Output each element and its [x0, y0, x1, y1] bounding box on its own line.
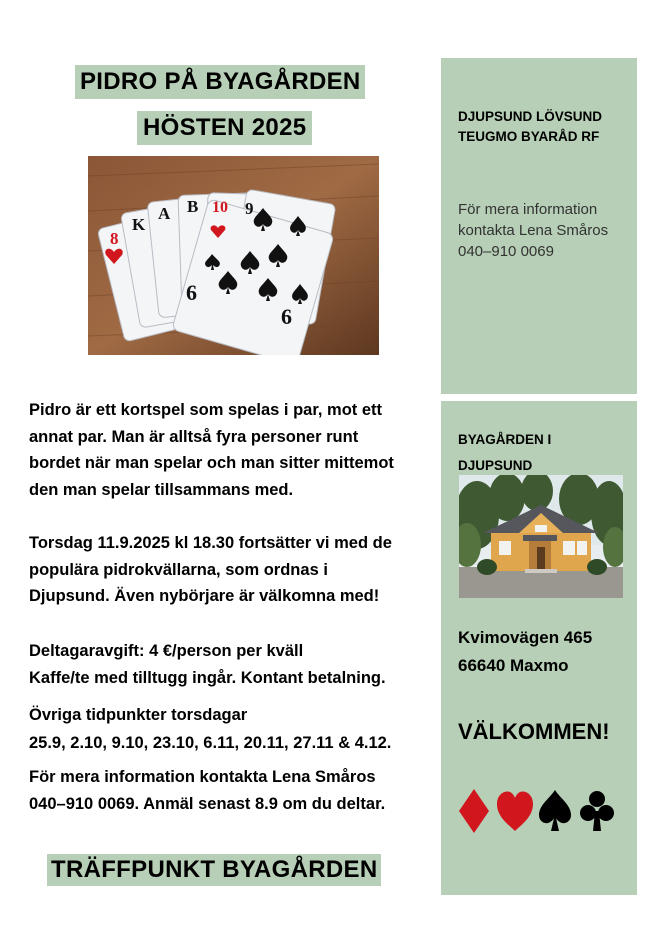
footer-title: TRÄFFPUNKT BYAGÅRDEN	[47, 854, 381, 886]
event-paragraph	[29, 530, 392, 610]
text-line: bordet när man spelar och man sitter mittemot	[29, 454, 394, 472]
text-line: BYAGÅRDEN I	[458, 432, 552, 447]
text-line: Deltagaravgift: 4 €/person per kväll	[29, 642, 304, 660]
card-suits	[457, 787, 617, 835]
title-line-1: PIDRO PÅ BYAGÅRDEN	[75, 65, 365, 99]
card-rank-8: 8	[110, 229, 119, 248]
card-rank-10: 10	[212, 199, 228, 216]
text-line: Övriga tidpunkter torsdagar	[29, 706, 248, 724]
text-line: 040–910 0069	[458, 243, 554, 260]
text-line: Pidro är ett kortspel som spelas i par, mot ett	[29, 401, 383, 419]
text-line: 040–910 0069. Anmäl senast 8.9 om du deltar.	[29, 794, 386, 813]
contact-paragraph	[29, 764, 385, 817]
text-line: För mera information kontakta Lena Småros	[29, 768, 376, 786]
text-line: den man spelar tillsammans med.	[29, 480, 294, 499]
text-line: populära pidrokvällarna, som ordnas i	[29, 560, 328, 579]
text-line: kontakta Lena Småros	[458, 222, 609, 239]
card-rank-king: K	[132, 215, 146, 234]
diamond-icon	[459, 789, 489, 833]
sidebar-top-panel	[441, 58, 637, 394]
organization-name	[458, 107, 602, 147]
text-line: Torsdag 11.9.2025 kl 18.30 fortsätter vi med de	[29, 534, 392, 552]
welcome-text: VÄLKOMMEN!	[458, 719, 610, 744]
text-line: TEUGMO BYARÅD RF	[458, 129, 600, 144]
text-line: För mera information	[458, 201, 598, 218]
card-rank-ace: A	[158, 204, 171, 223]
spade-icon	[539, 790, 571, 831]
text-line: Kvimovägen 465	[458, 628, 593, 647]
address	[458, 624, 592, 680]
dates-paragraph	[29, 701, 391, 757]
village-house-photo	[459, 475, 623, 598]
venue-name	[458, 427, 551, 479]
intro-paragraph	[29, 397, 394, 503]
text-line: DJUPSUND	[458, 458, 533, 473]
card-rank-9: 9	[245, 199, 254, 218]
text-line: annat par. Man är alltså fyra personer runt	[29, 427, 359, 446]
text-line: DJUPSUND LÖVSUND	[458, 109, 603, 124]
title-line-2: HÖSTEN 2025	[137, 111, 312, 145]
text-line: Kaffe/te med tilltugg ingår. Kontant betalning.	[29, 668, 386, 687]
card-rank-6-top: 6	[186, 280, 197, 305]
text-line: 66640 Maxmo	[458, 656, 569, 675]
sidebar-bottom-panel	[441, 401, 637, 895]
contact-info	[458, 199, 608, 262]
text-line: 25.9, 2.10, 9.10, 23.10, 6.11, 20.11, 27.11 & 4.12.	[29, 734, 392, 752]
club-icon	[580, 791, 614, 831]
heart-icon	[497, 792, 533, 831]
card-rank-jack: B	[187, 197, 199, 216]
fee-paragraph	[29, 638, 386, 691]
text-line: Djupsund. Även nybörjare är välkomna med!	[29, 587, 380, 605]
playing-cards-photo	[88, 156, 379, 355]
card-rank-6-bottom: 6	[281, 304, 292, 329]
